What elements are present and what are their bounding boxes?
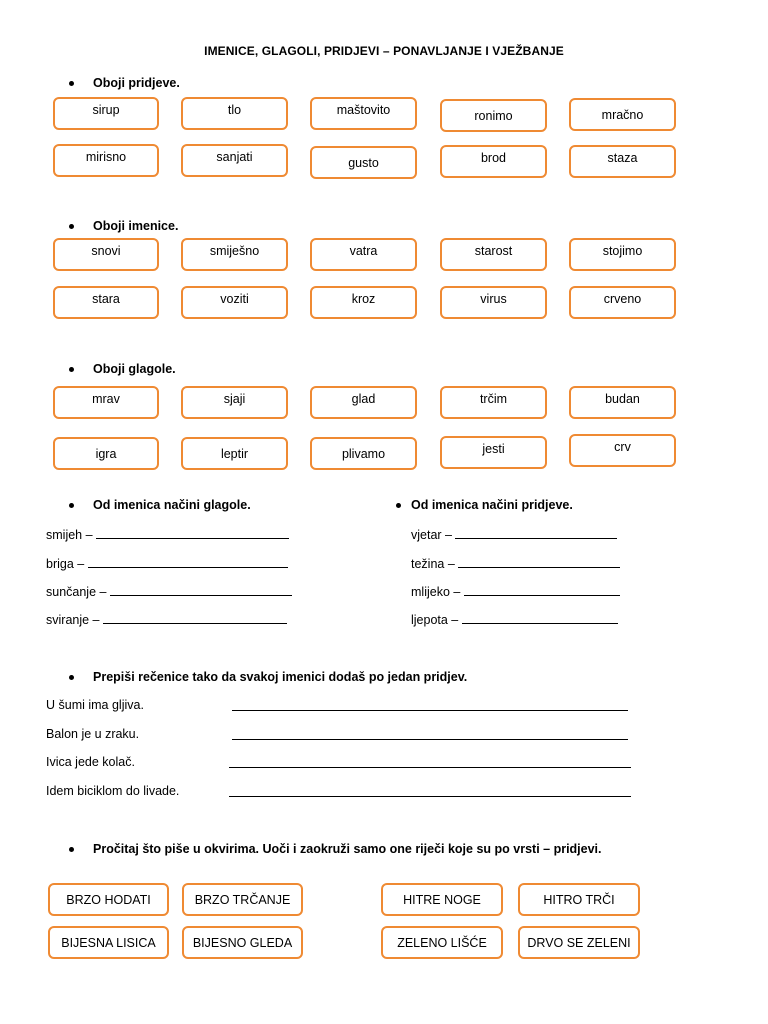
bullet-icon	[69, 224, 74, 229]
sentence-text: Balon je u zraku.	[46, 727, 140, 741]
answer-blank[interactable]	[464, 584, 620, 596]
word-box[interactable]: glad	[310, 386, 417, 419]
exercise-line: sviranje –	[46, 612, 287, 627]
answer-blank[interactable]	[229, 767, 631, 768]
answer-blank[interactable]	[96, 527, 289, 539]
phrase-box[interactable]: ZELENO LIŠĆE	[381, 926, 503, 959]
word-box[interactable]: mračno	[569, 98, 676, 131]
answer-blank[interactable]	[232, 739, 628, 740]
bullet-icon	[69, 81, 74, 86]
sentence-text: U šumi ima gljiva.	[46, 698, 144, 712]
phrase-box[interactable]: BRZO TRČANJE	[182, 883, 303, 916]
word-box[interactable]: crveno	[569, 286, 676, 319]
word-box[interactable]: jesti	[440, 436, 547, 469]
word-box[interactable]: brod	[440, 145, 547, 178]
section-heading-circle-adjectives: Pročitaj što piše u okvirima. Uoči i zaokruži samo one riječi koje su po vrsti – pridjevi.	[93, 842, 602, 856]
answer-blank[interactable]	[455, 527, 617, 539]
bullet-icon	[69, 675, 74, 680]
phrase-box[interactable]: HITRE NOGE	[381, 883, 503, 916]
answer-blank[interactable]	[103, 612, 287, 624]
section-heading-noun-to-verb: Od imenica načini glagole.	[93, 498, 251, 512]
word-box[interactable]: trčim	[440, 386, 547, 419]
phrase-box[interactable]: BIJESNO GLEDA	[182, 926, 303, 959]
word-box[interactable]: snovi	[53, 238, 159, 271]
sentence-text: Ivica jede kolač.	[46, 755, 135, 769]
exercise-line: ljepota –	[411, 612, 618, 627]
exercise-line: vjetar –	[411, 527, 617, 542]
word-box[interactable]: plivamo	[310, 437, 417, 470]
exercise-line: briga –	[46, 556, 288, 571]
word-box[interactable]: ronimo	[440, 99, 547, 132]
phrase-box[interactable]: HITRO TRČI	[518, 883, 640, 916]
word-box[interactable]: voziti	[181, 286, 288, 319]
section-heading-rewrite: Prepiši rečenice tako da svakoj imenici dodaš po jedan pridjev.	[93, 670, 467, 684]
word-box[interactable]: tlo	[181, 97, 288, 130]
word-box[interactable]: vatra	[310, 238, 417, 271]
bullet-icon	[69, 503, 74, 508]
word-box[interactable]: smiješno	[181, 238, 288, 271]
section-heading-nouns: Oboji imenice.	[93, 219, 178, 233]
word-box[interactable]: mirisno	[53, 144, 159, 177]
answer-blank[interactable]	[229, 796, 631, 797]
answer-blank[interactable]	[232, 710, 628, 711]
word-box[interactable]: maštovito	[310, 97, 417, 130]
exercise-line: težina –	[411, 556, 620, 571]
answer-blank[interactable]	[458, 556, 620, 568]
exercise-line: sunčanje –	[46, 584, 292, 599]
bullet-icon	[69, 847, 74, 852]
word-box[interactable]: starost	[440, 238, 547, 271]
answer-blank[interactable]	[462, 612, 618, 624]
word-box[interactable]: stojimo	[569, 238, 676, 271]
word-box[interactable]: crv	[569, 434, 676, 467]
word-box[interactable]: gusto	[310, 146, 417, 179]
section-heading-noun-to-adjective: Od imenica načini pridjeve.	[411, 498, 573, 512]
section-heading-adjectives: Oboji pridjeve.	[93, 76, 180, 90]
word-box[interactable]: virus	[440, 286, 547, 319]
bullet-icon	[396, 503, 401, 508]
word-box[interactable]: mrav	[53, 386, 159, 419]
answer-blank[interactable]	[110, 584, 292, 596]
word-box[interactable]: sanjati	[181, 144, 288, 177]
sentence-text: Idem biciklom do livade.	[46, 784, 180, 798]
phrase-box[interactable]: DRVO SE ZELENI	[518, 926, 640, 959]
word-box[interactable]: sjaji	[181, 386, 288, 419]
exercise-line: mlijeko –	[411, 584, 620, 599]
section-heading-verbs: Oboji glagole.	[93, 362, 176, 376]
word-box[interactable]: igra	[53, 437, 159, 470]
phrase-box[interactable]: BIJESNA LISICA	[48, 926, 169, 959]
word-box[interactable]: sirup	[53, 97, 159, 130]
phrase-box[interactable]: BRZO HODATI	[48, 883, 169, 916]
page-title: IMENICE, GLAGOLI, PRIDJEVI – PONAVLJANJE I VJEŽBANJE	[204, 44, 564, 58]
exercise-line: smijeh –	[46, 527, 289, 542]
answer-blank[interactable]	[88, 556, 288, 568]
word-box[interactable]: staza	[569, 145, 676, 178]
word-box[interactable]: budan	[569, 386, 676, 419]
word-box[interactable]: leptir	[181, 437, 288, 470]
bullet-icon	[69, 367, 74, 372]
word-box[interactable]: stara	[53, 286, 159, 319]
word-box[interactable]: kroz	[310, 286, 417, 319]
